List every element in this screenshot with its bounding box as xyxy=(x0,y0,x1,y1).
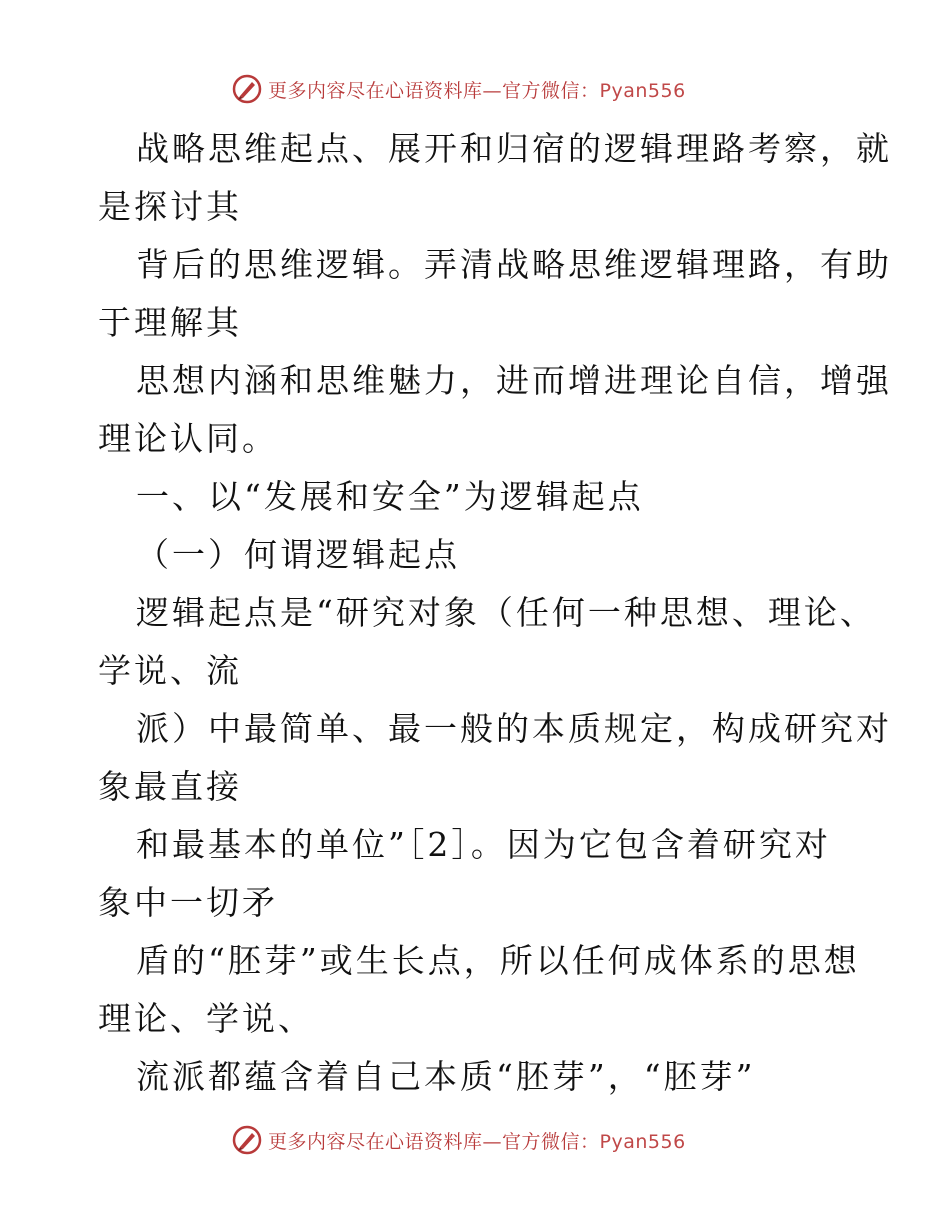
text-line: 理论、学说、 xyxy=(98,999,314,1038)
body-text xyxy=(98,120,892,1106)
text-line: 象最直接 xyxy=(98,767,242,806)
pen-logo-icon xyxy=(232,74,262,104)
text-line: 象中一切矛 xyxy=(98,883,278,922)
text-line: （一）何谓逻辑起点 xyxy=(136,535,460,574)
watermark-footer xyxy=(232,1124,732,1156)
pen-logo-icon xyxy=(232,1125,262,1155)
text-line: 和最基本的单位”［2］。因为它包含着研究对 xyxy=(136,825,831,864)
watermark-header xyxy=(232,73,732,105)
text-line: 思想内涵和思维魅力，进而增进理论自信，增强 xyxy=(136,361,892,400)
text-line: 理论认同。 xyxy=(98,419,278,458)
text-line: 于理解其 xyxy=(98,303,242,342)
text-line: 是探讨其 xyxy=(98,187,242,226)
text-line: 盾的“胚芽”或生长点，所以任何成体系的思想 xyxy=(136,941,860,980)
text-line: 战略思维起点、展开和归宿的逻辑理路考察，就 xyxy=(136,129,892,168)
text-line: 派）中最简单、最一般的本质规定，构成研究对 xyxy=(136,709,892,748)
watermark-text: 更多内容尽在心语资料库—官方微信：Pyan556 xyxy=(268,1130,686,1153)
text-line: 学说、流 xyxy=(98,651,242,690)
text-line: 逻辑起点是“研究对象（任何一种思想、理论、 xyxy=(136,593,876,632)
text-line: 背后的思维逻辑。弄清战略思维逻辑理路，有助 xyxy=(136,245,892,284)
watermark-text: 更多内容尽在心语资料库—官方微信：Pyan556 xyxy=(268,79,686,102)
text-line: 一、以“发展和安全”为逻辑起点 xyxy=(136,477,644,516)
text-line: 流派都蕴含着自己本质“胚芽”，“胚芽” xyxy=(136,1057,756,1096)
